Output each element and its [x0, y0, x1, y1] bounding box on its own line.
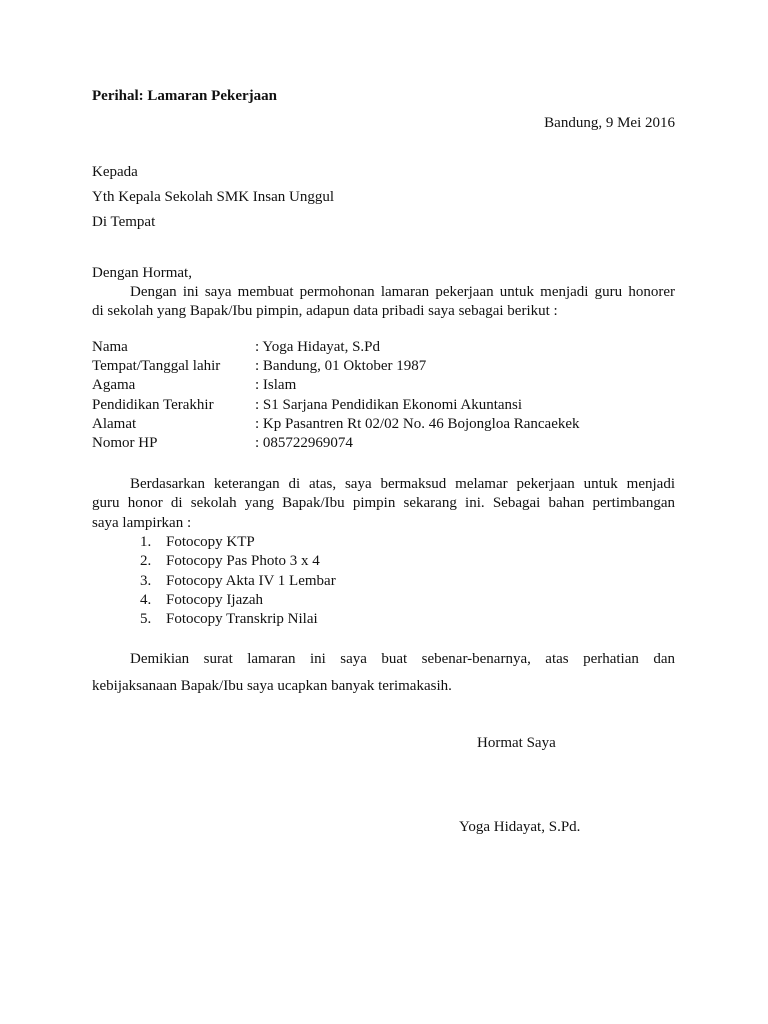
- body-paragraph-line-3: saya lampirkan :: [92, 515, 192, 531]
- closing-paragraph-line-1: Demikian surat lamaran ini saya buat sebenar-benarnya, atas perhatian dan: [130, 651, 675, 667]
- list-item: Fotocopy Akta IV 1 Lembar: [166, 573, 336, 589]
- recipient-line-3: Di Tempat: [92, 214, 156, 230]
- list-item-number: 2.: [140, 553, 152, 569]
- recipient-line-2: Yth Kepala Sekolah SMK Insan Unggul: [92, 189, 335, 205]
- closing-paragraph-line-2: kebijaksanaan Bapak/Ibu saya ucapkan banyak terimakasih.: [92, 678, 452, 694]
- list-item-number: 3.: [140, 573, 152, 589]
- body-paragraph-line-2: guru honor di sekolah yang Bapak/Ibu pimpin sekarang ini. Sebagai bahan pertimbangan: [92, 495, 675, 511]
- recipient-line-1: Kepada: [92, 164, 138, 180]
- place-date: Bandung, 9 Mei 2016: [544, 115, 675, 131]
- signer-name: Yoga Hidayat, S.Pd.: [459, 819, 581, 835]
- field-value: : Kp Pasantren Rt 02/02 No. 46 Bojongloa Rancaekek: [255, 416, 580, 432]
- intro-paragraph-line-1: Dengan ini saya membuat permohonan lamaran pekerjaan untuk menjadi guru honorer: [130, 284, 675, 300]
- field-label: Nama: [92, 339, 128, 355]
- field-label: Pendidikan Terakhir: [92, 397, 214, 413]
- field-label: Tempat/Tanggal lahir: [92, 358, 221, 374]
- field-label: Alamat: [92, 416, 137, 432]
- field-value: : Islam: [255, 377, 297, 393]
- list-item-number: 5.: [140, 611, 152, 627]
- list-item: Fotocopy KTP: [166, 534, 255, 550]
- field-label: Agama: [92, 377, 136, 393]
- list-item: Fotocopy Ijazah: [166, 592, 264, 608]
- field-value: : 085722969074: [255, 435, 353, 451]
- field-value: : Bandung, 01 Oktober 1987: [255, 358, 427, 374]
- field-value: : Yoga Hidayat, S.Pd: [255, 339, 381, 355]
- field-value: : S1 Sarjana Pendidikan Ekonomi Akuntansi: [255, 397, 523, 413]
- field-label: Nomor HP: [92, 435, 158, 451]
- list-item-number: 1.: [140, 534, 152, 550]
- body-paragraph-line-1: Berdasarkan keterangan di atas, saya bermaksud melamar pekerjaan untuk menjadi: [130, 476, 675, 492]
- letter-subject: Perihal: Lamaran Pekerjaan: [92, 88, 277, 104]
- list-item: Fotocopy Transkrip Nilai: [166, 611, 318, 627]
- list-item-number: 4.: [140, 592, 152, 608]
- sign-off: Hormat Saya: [477, 735, 556, 751]
- intro-paragraph-line-2: di sekolah yang Bapak/Ibu pimpin, adapun data pribadi saya sebagai berikut :: [92, 303, 558, 319]
- greeting: Dengan Hormat,: [92, 265, 192, 281]
- list-item: Fotocopy Pas Photo 3 x 4: [166, 553, 320, 569]
